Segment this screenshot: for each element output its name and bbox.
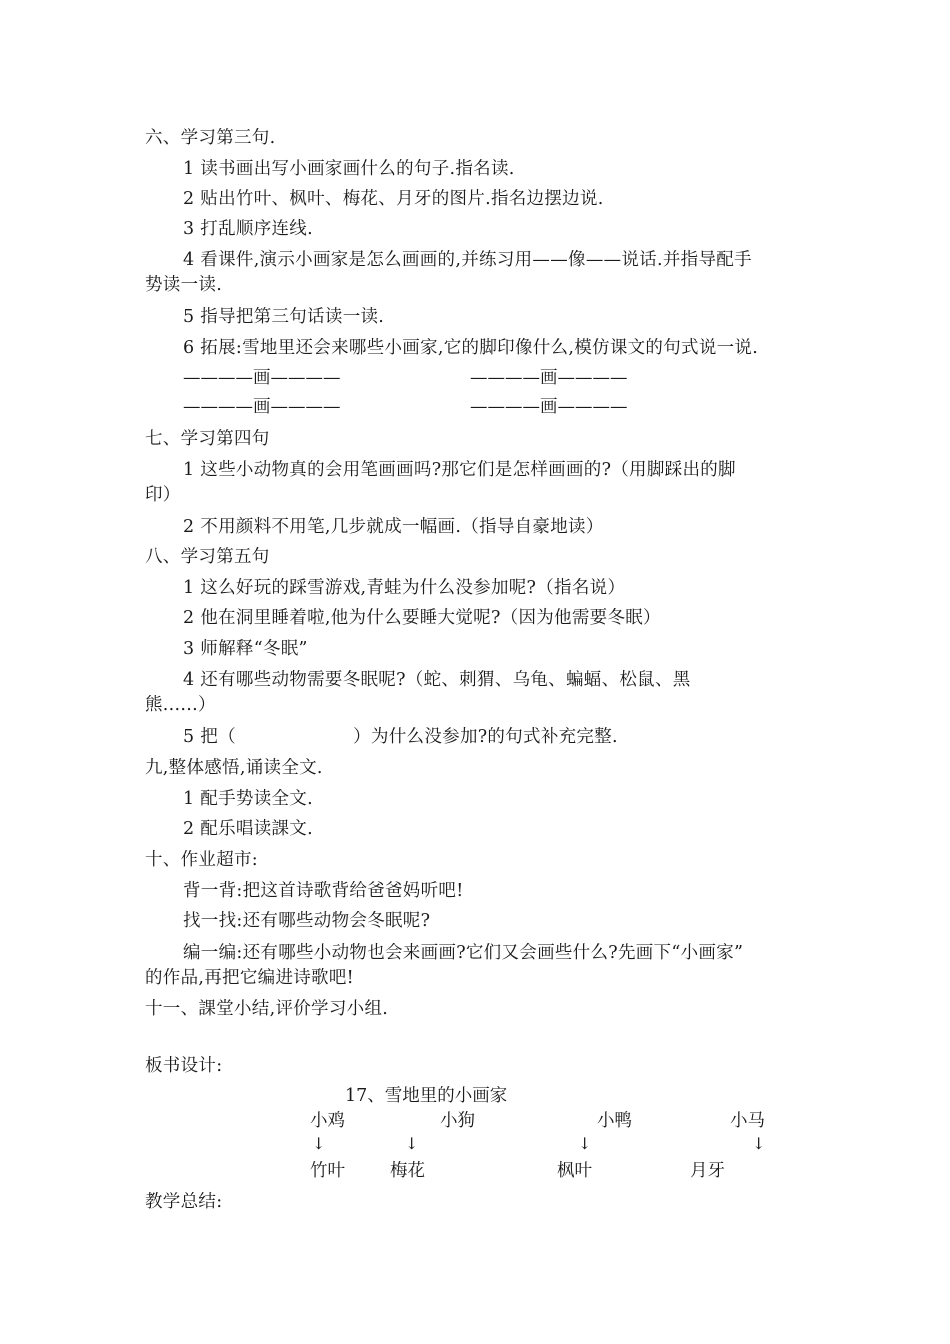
- fill-blank-2: ————画————: [470, 368, 628, 388]
- section-6-item-1: 1 读书画出写小画家画什么的句子.指名读.: [183, 159, 515, 179]
- section-10-item-3: 编一编:还有哪些小动物也会来画画?它们又会画些什么?先画下“小画家”: [183, 943, 744, 963]
- section-9-heading: 九,整体感悟,诵读全文.: [145, 758, 323, 778]
- board-animal-2: 小狗: [440, 1111, 475, 1131]
- board-arrow-1: ↓: [312, 1134, 326, 1153]
- section-8-item-3: 3 师解释“冬眠”: [183, 639, 308, 659]
- fill-blank-3: ————画————: [183, 397, 341, 417]
- section-6-item-2: 2 贴出竹叶、枫叶、梅花、月牙的图片.指名边摆边说.: [183, 189, 604, 209]
- section-8-item-4-cont: 熊......）: [145, 695, 216, 715]
- section-9-item-2: 2 配乐唱读課文.: [183, 819, 313, 839]
- section-8-item-4: 4 还有哪些动物需要冬眠呢?（蛇、刺猬、乌龟、蝙蝠、松鼠、黑: [183, 670, 691, 690]
- section-8-item-1: 1 这么好玩的踩雪游戏,青蛙为什么没参加呢?（指名说）: [183, 578, 626, 598]
- section-8-item-5: 5 把（ ）为什么没参加?的句式补充完整.: [183, 727, 618, 747]
- section-10-item-2: 找一找:还有哪些动物会冬眠呢?: [183, 911, 431, 931]
- section-9-item-1: 1 配手势读全文.: [183, 789, 313, 809]
- board-drawing-4: 月牙: [690, 1161, 725, 1181]
- fill-blank-1: ————画————: [183, 368, 341, 388]
- section-6-item-3: 3 打乱顺序连线.: [183, 219, 313, 239]
- section-10-heading: 十、作业超市:: [145, 850, 258, 870]
- board-animal-3: 小鸭: [597, 1111, 632, 1131]
- section-7-item-1: 1 这些小动物真的会用笔画画吗?那它们是怎样画画的?（用脚踩出的脚: [183, 460, 736, 480]
- board-drawing-2: 梅花: [390, 1161, 425, 1181]
- section-10-item-3-cont: 的作品,再把它编进诗歌吧!: [145, 968, 354, 988]
- fill-blank-4: ————画————: [470, 397, 628, 417]
- board-arrow-4: ↓: [752, 1134, 766, 1153]
- section-7-item-2: 2 不用颜料不用笔,几步就成一幅画.（指导自豪地读）: [183, 517, 604, 537]
- section-6-item-4: 4 看课件,演示小画家是怎么画画的,并练习用——像——说话.并指导配手: [183, 250, 752, 270]
- section-11-heading: 十一、課堂小结,评价学习小组.: [145, 999, 389, 1019]
- board-design-label: 板书设计:: [145, 1056, 223, 1076]
- board-animal-1: 小鸡: [310, 1111, 345, 1131]
- board-drawing-3: 枫叶: [557, 1161, 592, 1181]
- section-10-item-1: 背一背:把这首诗歌背给爸爸妈听吧!: [183, 881, 464, 901]
- section-8-heading: 八、学习第五句: [145, 547, 270, 567]
- section-6-item-6: 6 拓展:雪地里还会来哪些小画家,它的脚印像什么,模仿课文的句式说一说.: [183, 338, 759, 358]
- section-7-item-1-cont: 印）: [145, 485, 181, 505]
- teaching-summary-label: 教学总结:: [145, 1192, 223, 1212]
- section-8-item-2: 2 他在洞里睡着啦,他为什么要睡大觉呢?（因为他需要冬眠）: [183, 608, 661, 628]
- section-7-heading: 七、学习第四句: [145, 429, 270, 449]
- section-6-item-4-cont: 势读一读.: [145, 275, 223, 295]
- section-6-item-5: 5 指导把第三句话读一读.: [183, 307, 385, 327]
- board-drawing-1: 竹叶: [310, 1161, 345, 1181]
- board-arrow-3: ↓: [578, 1134, 592, 1153]
- board-arrow-2: ↓: [405, 1134, 419, 1153]
- board-title: 17、雪地里的小画家: [345, 1086, 508, 1106]
- board-animal-4: 小马: [730, 1111, 765, 1131]
- section-6-heading: 六、学习第三句.: [145, 128, 276, 148]
